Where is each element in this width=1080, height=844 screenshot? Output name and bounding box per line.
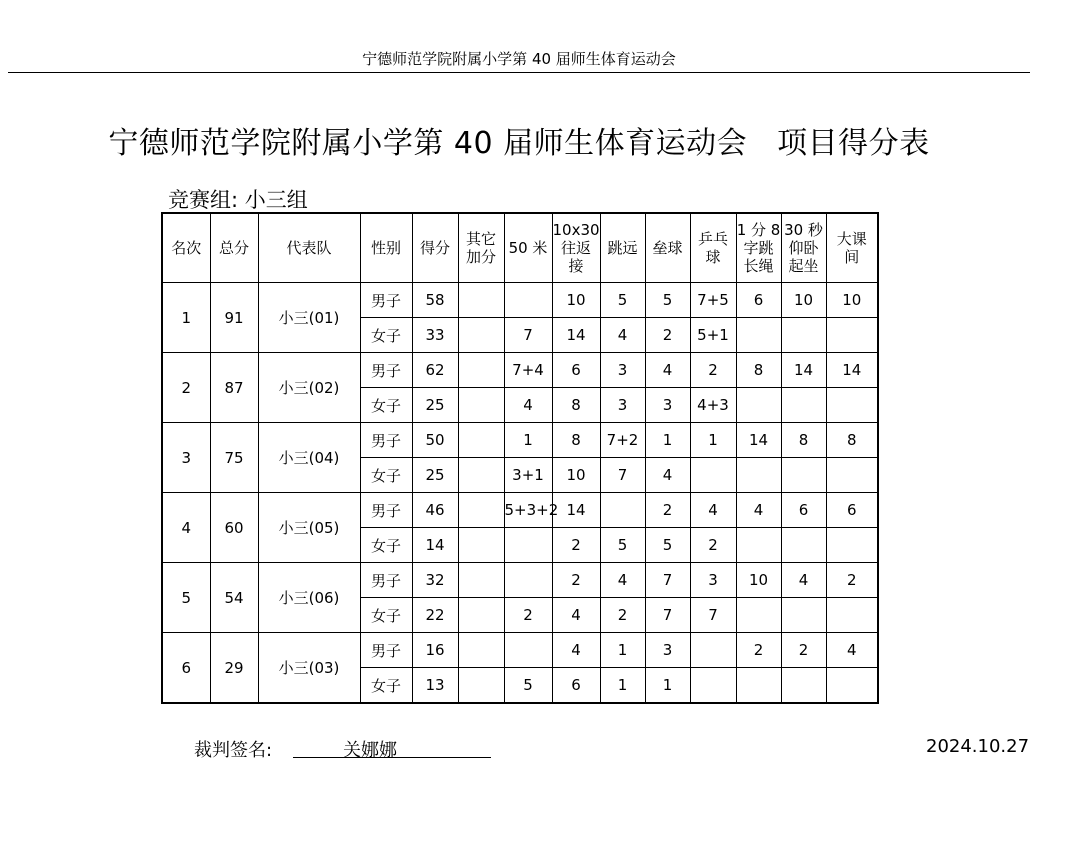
bonus-cell [458, 318, 504, 353]
gender-cell: 女子 [360, 458, 412, 493]
rank-cell: 1 [162, 283, 210, 353]
score-cell: 32 [412, 563, 458, 598]
page-title [0, 118, 1038, 162]
situp-cell [781, 668, 826, 704]
softball-cell: 4 [645, 353, 690, 388]
table-header [162, 213, 878, 283]
bonus-cell [458, 598, 504, 633]
total-score-cell: 60 [210, 493, 258, 563]
sprint-50m-cell: 2 [504, 598, 552, 633]
shuttle-cell: 14 [552, 493, 600, 528]
softball-cell: 1 [645, 423, 690, 458]
softball-cell: 4 [645, 458, 690, 493]
exercise-cell [826, 388, 878, 423]
sprint-50m-cell: 7+4 [504, 353, 552, 388]
document-date: 2024.10.27 [926, 736, 1030, 757]
table-row [162, 423, 878, 458]
column-header: 50 米 [504, 213, 552, 283]
score-cell: 25 [412, 388, 458, 423]
rank-cell: 6 [162, 633, 210, 704]
pingpong-cell: 5+1 [690, 318, 736, 353]
pingpong-cell: 7+5 [690, 283, 736, 318]
shuttle-cell: 6 [552, 668, 600, 704]
group-label-text: 竞赛组: [168, 188, 239, 212]
signature-label: 裁判签名: [194, 740, 273, 761]
softball-cell: 2 [645, 493, 690, 528]
bonus-cell [458, 423, 504, 458]
situp-cell [781, 458, 826, 493]
pingpong-cell: 4 [690, 493, 736, 528]
sprint-50m-cell: 3+1 [504, 458, 552, 493]
table-header-row [162, 213, 878, 283]
jump-rope-cell: 4 [736, 493, 781, 528]
situp-cell: 14 [781, 353, 826, 388]
exercise-cell: 6 [826, 493, 878, 528]
exercise-cell: 4 [826, 633, 878, 668]
situp-cell: 10 [781, 283, 826, 318]
situp-cell: 2 [781, 633, 826, 668]
column-header: 乒乓 球 [690, 213, 736, 283]
rank-cell: 3 [162, 423, 210, 493]
bonus-cell [458, 458, 504, 493]
long-jump-cell: 5 [600, 528, 645, 563]
pingpong-cell [690, 668, 736, 704]
column-header: 得分 [412, 213, 458, 283]
bonus-cell [458, 493, 504, 528]
gender-cell: 男子 [360, 353, 412, 388]
title-sub: 项目得分表 [777, 126, 930, 161]
bonus-cell [458, 283, 504, 318]
sprint-50m-cell: 4 [504, 388, 552, 423]
table-row [162, 353, 878, 388]
group-value: 小三组 [244, 188, 308, 212]
exercise-cell [826, 458, 878, 493]
pingpong-cell: 2 [690, 353, 736, 388]
jump-rope-cell [736, 528, 781, 563]
situp-cell [781, 528, 826, 563]
shuttle-cell: 2 [552, 563, 600, 598]
exercise-cell: 8 [826, 423, 878, 458]
score-cell: 13 [412, 668, 458, 704]
column-header: 跳远 [600, 213, 645, 283]
long-jump-cell [600, 493, 645, 528]
long-jump-cell: 3 [600, 388, 645, 423]
column-header: 30 秒 仰卧 起坐 [781, 213, 826, 283]
exercise-cell [826, 318, 878, 353]
pingpong-cell: 3 [690, 563, 736, 598]
softball-cell: 7 [645, 598, 690, 633]
long-jump-cell: 1 [600, 668, 645, 704]
jump-rope-cell [736, 668, 781, 704]
total-score-cell: 91 [210, 283, 258, 353]
score-table [161, 212, 879, 704]
shuttle-cell: 10 [552, 458, 600, 493]
sprint-50m-cell: 5+3+2 [504, 493, 552, 528]
jump-rope-cell: 2 [736, 633, 781, 668]
exercise-cell: 14 [826, 353, 878, 388]
gender-cell: 男子 [360, 423, 412, 458]
shuttle-cell: 4 [552, 598, 600, 633]
exercise-cell [826, 668, 878, 704]
column-header: 10x30 往返 接 [552, 213, 600, 283]
long-jump-cell: 2 [600, 598, 645, 633]
score-cell: 16 [412, 633, 458, 668]
pingpong-cell [690, 458, 736, 493]
gender-cell: 女子 [360, 528, 412, 563]
jump-rope-cell [736, 388, 781, 423]
column-header: 1 分 8 字跳 长绳 [736, 213, 781, 283]
score-cell: 22 [412, 598, 458, 633]
exercise-cell: 10 [826, 283, 878, 318]
score-cell: 14 [412, 528, 458, 563]
long-jump-cell: 1 [600, 633, 645, 668]
team-cell: 小三(04) [258, 423, 360, 493]
column-header: 垒球 [645, 213, 690, 283]
score-cell: 46 [412, 493, 458, 528]
shuttle-cell: 8 [552, 423, 600, 458]
softball-cell: 3 [645, 388, 690, 423]
pingpong-cell: 4+3 [690, 388, 736, 423]
team-cell: 小三(06) [258, 563, 360, 633]
bonus-cell [458, 388, 504, 423]
shuttle-cell: 6 [552, 353, 600, 388]
exercise-cell: 2 [826, 563, 878, 598]
pingpong-cell: 2 [690, 528, 736, 563]
gender-cell: 男子 [360, 563, 412, 598]
long-jump-cell: 7 [600, 458, 645, 493]
column-header: 性别 [360, 213, 412, 283]
gender-cell: 女子 [360, 598, 412, 633]
rank-cell: 5 [162, 563, 210, 633]
shuttle-cell: 8 [552, 388, 600, 423]
running-header: 宁德师范学院附属小学第 40 届师生体育运动会 [362, 50, 676, 68]
sprint-50m-cell [504, 563, 552, 598]
team-cell: 小三(05) [258, 493, 360, 563]
total-score-cell: 87 [210, 353, 258, 423]
team-cell: 小三(03) [258, 633, 360, 704]
column-header: 其它 加分 [458, 213, 504, 283]
pingpong-cell: 1 [690, 423, 736, 458]
exercise-cell [826, 598, 878, 633]
table-row [162, 283, 878, 318]
long-jump-cell: 4 [600, 563, 645, 598]
situp-cell [781, 388, 826, 423]
shuttle-cell: 2 [552, 528, 600, 563]
sprint-50m-cell: 1 [504, 423, 552, 458]
sprint-50m-cell: 7 [504, 318, 552, 353]
column-header: 名次 [162, 213, 210, 283]
signature-name: 关娜娜 [293, 736, 491, 758]
gender-cell: 男子 [360, 493, 412, 528]
softball-cell: 5 [645, 283, 690, 318]
gender-cell: 女子 [360, 388, 412, 423]
long-jump-cell: 5 [600, 283, 645, 318]
total-score-cell: 75 [210, 423, 258, 493]
shuttle-cell: 4 [552, 633, 600, 668]
total-score-cell: 54 [210, 563, 258, 633]
header-rule [8, 72, 1030, 73]
gender-cell: 男子 [360, 633, 412, 668]
gender-cell: 女子 [360, 668, 412, 704]
pingpong-cell: 7 [690, 598, 736, 633]
softball-cell: 5 [645, 528, 690, 563]
table-row [162, 563, 878, 598]
team-cell: 小三(01) [258, 283, 360, 353]
column-header: 总分 [210, 213, 258, 283]
sprint-50m-cell [504, 633, 552, 668]
shuttle-cell: 10 [552, 283, 600, 318]
title-main: 宁德师范学院附属小学第 40 届师生体育运动会 [108, 126, 748, 161]
long-jump-cell: 4 [600, 318, 645, 353]
softball-cell: 7 [645, 563, 690, 598]
situp-cell: 8 [781, 423, 826, 458]
jump-rope-cell [736, 458, 781, 493]
softball-cell: 2 [645, 318, 690, 353]
long-jump-cell: 3 [600, 353, 645, 388]
total-score-cell: 29 [210, 633, 258, 704]
exercise-cell [826, 528, 878, 563]
pingpong-cell [690, 633, 736, 668]
shuttle-cell: 14 [552, 318, 600, 353]
score-cell: 62 [412, 353, 458, 388]
rank-cell: 4 [162, 493, 210, 563]
column-header: 大课 间 [826, 213, 878, 283]
softball-cell: 3 [645, 633, 690, 668]
sprint-50m-cell [504, 528, 552, 563]
bonus-cell [458, 563, 504, 598]
bonus-cell [458, 668, 504, 704]
bonus-cell [458, 353, 504, 388]
table-row [162, 633, 878, 668]
team-cell: 小三(02) [258, 353, 360, 423]
situp-cell [781, 598, 826, 633]
bonus-cell [458, 528, 504, 563]
rank-cell: 2 [162, 353, 210, 423]
bonus-cell [458, 633, 504, 668]
situp-cell: 6 [781, 493, 826, 528]
jump-rope-cell: 8 [736, 353, 781, 388]
score-cell: 58 [412, 283, 458, 318]
sprint-50m-cell: 5 [504, 668, 552, 704]
long-jump-cell: 7+2 [600, 423, 645, 458]
sprint-50m-cell [504, 283, 552, 318]
gender-cell: 男子 [360, 283, 412, 318]
gender-cell: 女子 [360, 318, 412, 353]
score-cell: 33 [412, 318, 458, 353]
jump-rope-cell: 10 [736, 563, 781, 598]
table-row [162, 493, 878, 528]
score-cell: 50 [412, 423, 458, 458]
jump-rope-cell [736, 318, 781, 353]
column-header: 代表队 [258, 213, 360, 283]
jump-rope-cell: 6 [736, 283, 781, 318]
jump-rope-cell: 14 [736, 423, 781, 458]
situp-cell: 4 [781, 563, 826, 598]
score-cell: 25 [412, 458, 458, 493]
situp-cell [781, 318, 826, 353]
jump-rope-cell [736, 598, 781, 633]
softball-cell: 1 [645, 668, 690, 704]
table-body [162, 283, 878, 704]
group-label [168, 184, 308, 214]
